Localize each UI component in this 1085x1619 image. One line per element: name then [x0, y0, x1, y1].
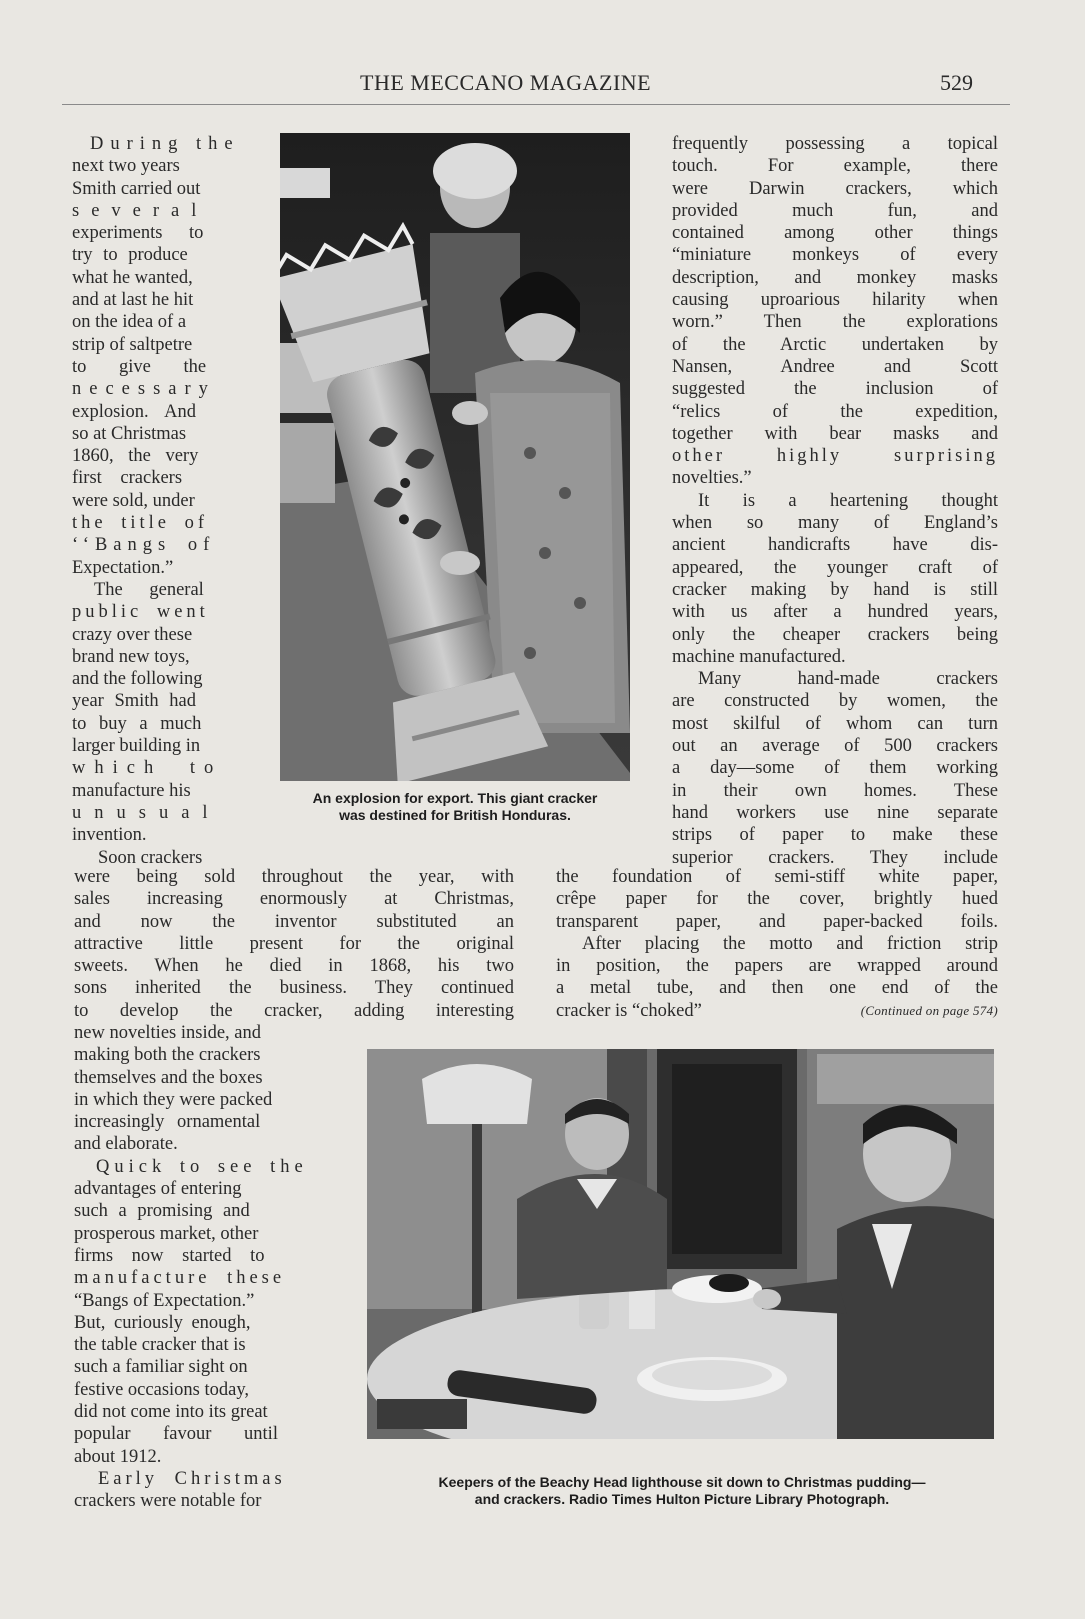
text-line: a day—some of them working	[672, 758, 998, 779]
text-line: crazy over these	[72, 624, 193, 645]
text-line: During the	[90, 134, 240, 154]
text-line: strip of saltpetre	[72, 334, 193, 355]
text-line: explosion. And	[72, 401, 197, 422]
text-line: about 1912.	[74, 1446, 162, 1467]
text-line: try to produce	[72, 245, 188, 266]
text-line: other highly surprising	[672, 446, 998, 467]
text-line: contained among other things	[672, 223, 998, 244]
text-line: such a familiar sight on	[74, 1357, 248, 1378]
text-line: several	[72, 200, 209, 221]
text-line: “Bangs of Expectation.”	[74, 1290, 255, 1311]
text-line: After placing the motto and friction strip	[582, 933, 998, 954]
text-line: larger building in	[72, 736, 201, 757]
text-line: did not come into its great	[74, 1402, 268, 1423]
text-line: touch. For example, there	[672, 156, 998, 177]
text-line: manufacture these	[74, 1268, 286, 1289]
lighthouse-keepers-illustration	[367, 1049, 994, 1439]
text-line: sons inherited the business. They continued	[74, 978, 514, 999]
text-line: were sold, under	[72, 490, 195, 511]
text-line: 1860, the very	[72, 446, 199, 467]
text-line: hand workers use nine separate	[672, 802, 998, 823]
text-line: first crackers	[72, 468, 183, 489]
text-line: The general	[94, 579, 204, 600]
running-head: THE MECCANO MAGAZINE	[360, 70, 652, 95]
text-line: new novelties inside, and	[74, 1023, 262, 1043]
text-line: “miniature monkeys of every	[672, 245, 998, 266]
article-column-1	[72, 133, 244, 869]
text-line: most skilful of whom can turn	[672, 713, 998, 734]
lighthouse-keepers-photo	[367, 1049, 994, 1439]
text-line: of the Arctic undertaken by	[672, 334, 998, 355]
text-line: together with bear masks and	[672, 423, 998, 444]
page-number: 529	[940, 70, 973, 95]
text-line: prosperous market, other	[74, 1223, 259, 1244]
text-line: crackers were notable for	[74, 1491, 262, 1512]
text-line: and the following	[72, 669, 203, 690]
text-line: necessary	[72, 379, 216, 400]
text-line: the table cracker that is	[74, 1335, 246, 1356]
text-line: unusual	[72, 802, 221, 823]
text-line: in which they were packed	[74, 1089, 273, 1110]
text-line: out an average of 500 crackers	[672, 736, 998, 757]
text-line: and elaborate.	[74, 1134, 178, 1155]
continued-note: (Continued on page 574)	[860, 1002, 998, 1018]
text-line: what he wanted,	[72, 267, 193, 288]
text-line: on the idea of a	[72, 312, 187, 333]
text-line: in position, the papers are wrapped around	[556, 956, 998, 977]
text-line: such a promising and	[74, 1201, 250, 1222]
text-line: to give the	[72, 356, 207, 377]
text-line: appeared, the younger craft of	[672, 557, 998, 578]
text-line: when so many of England’s	[672, 513, 998, 534]
text-line: a metal tube, and then one end of the	[556, 978, 998, 999]
text-line: were Darwin crackers, which	[672, 178, 998, 199]
text-line: with us after a hundred years,	[672, 602, 998, 623]
text-line: ‘‘Bangs of	[72, 535, 216, 556]
article-column-1-lower	[74, 1022, 336, 1513]
text-line: It is a heartening thought	[698, 490, 998, 511]
text-line: firms now started to	[74, 1245, 265, 1266]
text-line: popular favour until	[74, 1424, 278, 1445]
text-line: brand new toys,	[72, 646, 190, 667]
text-line: Many hand-made crackers	[698, 669, 998, 690]
text-line: sweets. When he died in 1868, his two	[74, 956, 514, 977]
giant-cracker-photo	[280, 133, 630, 781]
text-line: next two years	[72, 156, 180, 177]
text-line: causing uproarious hilarity when	[672, 290, 998, 311]
text-line: in their own homes. These	[672, 780, 998, 801]
text-line: which to	[72, 758, 223, 779]
text-line: But, curiously enough,	[74, 1312, 251, 1333]
text-line: ancient handicrafts have dis-	[672, 535, 998, 556]
text-line: Nansen, Andree and Scott	[672, 356, 998, 377]
caption-line: and crackers. Radio Times Hulton Picture Library Photograph.	[474, 1491, 890, 1507]
text-line: and at last he hit	[72, 290, 194, 311]
text-line: the title of	[72, 513, 209, 534]
text-line: to develop the cracker, adding interesting	[74, 1000, 514, 1021]
text-line: novelties.”	[672, 468, 752, 489]
text-line: frequently possessing a topical	[672, 134, 998, 154]
text-line: are constructed by women, the	[672, 691, 998, 712]
text-line: so at Christmas	[72, 423, 187, 444]
text-line: Expectation.”	[72, 557, 174, 578]
text-line: increasingly ornamental	[74, 1112, 261, 1133]
text-line: suggested the inclusion of	[672, 379, 998, 400]
text-line: “relics of the expedition,	[672, 401, 998, 422]
text-line: and now the inventor substituted an	[74, 911, 514, 932]
text-line: manufacture his	[72, 780, 191, 801]
header-rule	[62, 104, 1010, 105]
text-line: attractive little present for the original	[74, 933, 514, 954]
text-line: strips of paper to make these	[672, 825, 998, 846]
text-line: were being sold throughout the year, with	[74, 867, 514, 887]
text-line: description, and monkey masks	[672, 267, 998, 288]
text-line: themselves and the boxes	[74, 1067, 263, 1088]
giant-cracker-illustration	[280, 133, 630, 781]
text-line: to buy a much	[72, 713, 202, 734]
text-line: cracker making by hand is still	[672, 579, 998, 600]
caption-line: Keepers of the Beachy Head lighthouse sit down to Christmas pudding—	[438, 1474, 926, 1490]
text-line: making both the crackers	[74, 1045, 261, 1066]
text-line: superior crackers. They include	[672, 847, 998, 868]
text-fragment: cracker is “choked”	[556, 1000, 702, 1021]
text-line: public went	[72, 602, 209, 623]
text-line: Quick to see the	[96, 1156, 308, 1177]
text-line: Smith carried out	[72, 178, 201, 199]
text-line: year Smith had	[72, 691, 197, 712]
caption-line: was destined for British Honduras.	[339, 807, 571, 823]
article-column-2-wide	[556, 866, 998, 1022]
text-line: only the cheaper crackers being	[672, 624, 998, 645]
article-column-2	[672, 133, 998, 869]
top-photo-caption	[272, 790, 638, 824]
text-line: Early Christmas	[98, 1468, 286, 1489]
text-line: sales increasing enormously at Christmas,	[74, 889, 514, 910]
text-line: invention.	[72, 825, 147, 846]
text-line: machine manufactured.	[672, 646, 846, 667]
text-line: worn.” Then the explorations	[672, 312, 998, 333]
caption-line: An explosion for export. This giant cracker	[312, 790, 598, 806]
text-line: transparent paper, and paper-backed foils.	[556, 911, 998, 932]
text-line: festive occasions today,	[74, 1379, 250, 1400]
bottom-photo-caption	[362, 1474, 1002, 1508]
text-line: experiments to	[72, 223, 204, 244]
text-line: provided much fun, and	[672, 200, 998, 221]
text-line: Soon crackers	[98, 847, 203, 868]
article-column-1-wide	[74, 866, 514, 1022]
text-line: advantages of entering	[74, 1179, 242, 1200]
text-line: crêpe paper for the cover, brightly hued	[556, 889, 998, 910]
text-line	[556, 1000, 998, 1022]
text-line: the foundation of semi-stiff white paper,	[556, 867, 998, 887]
